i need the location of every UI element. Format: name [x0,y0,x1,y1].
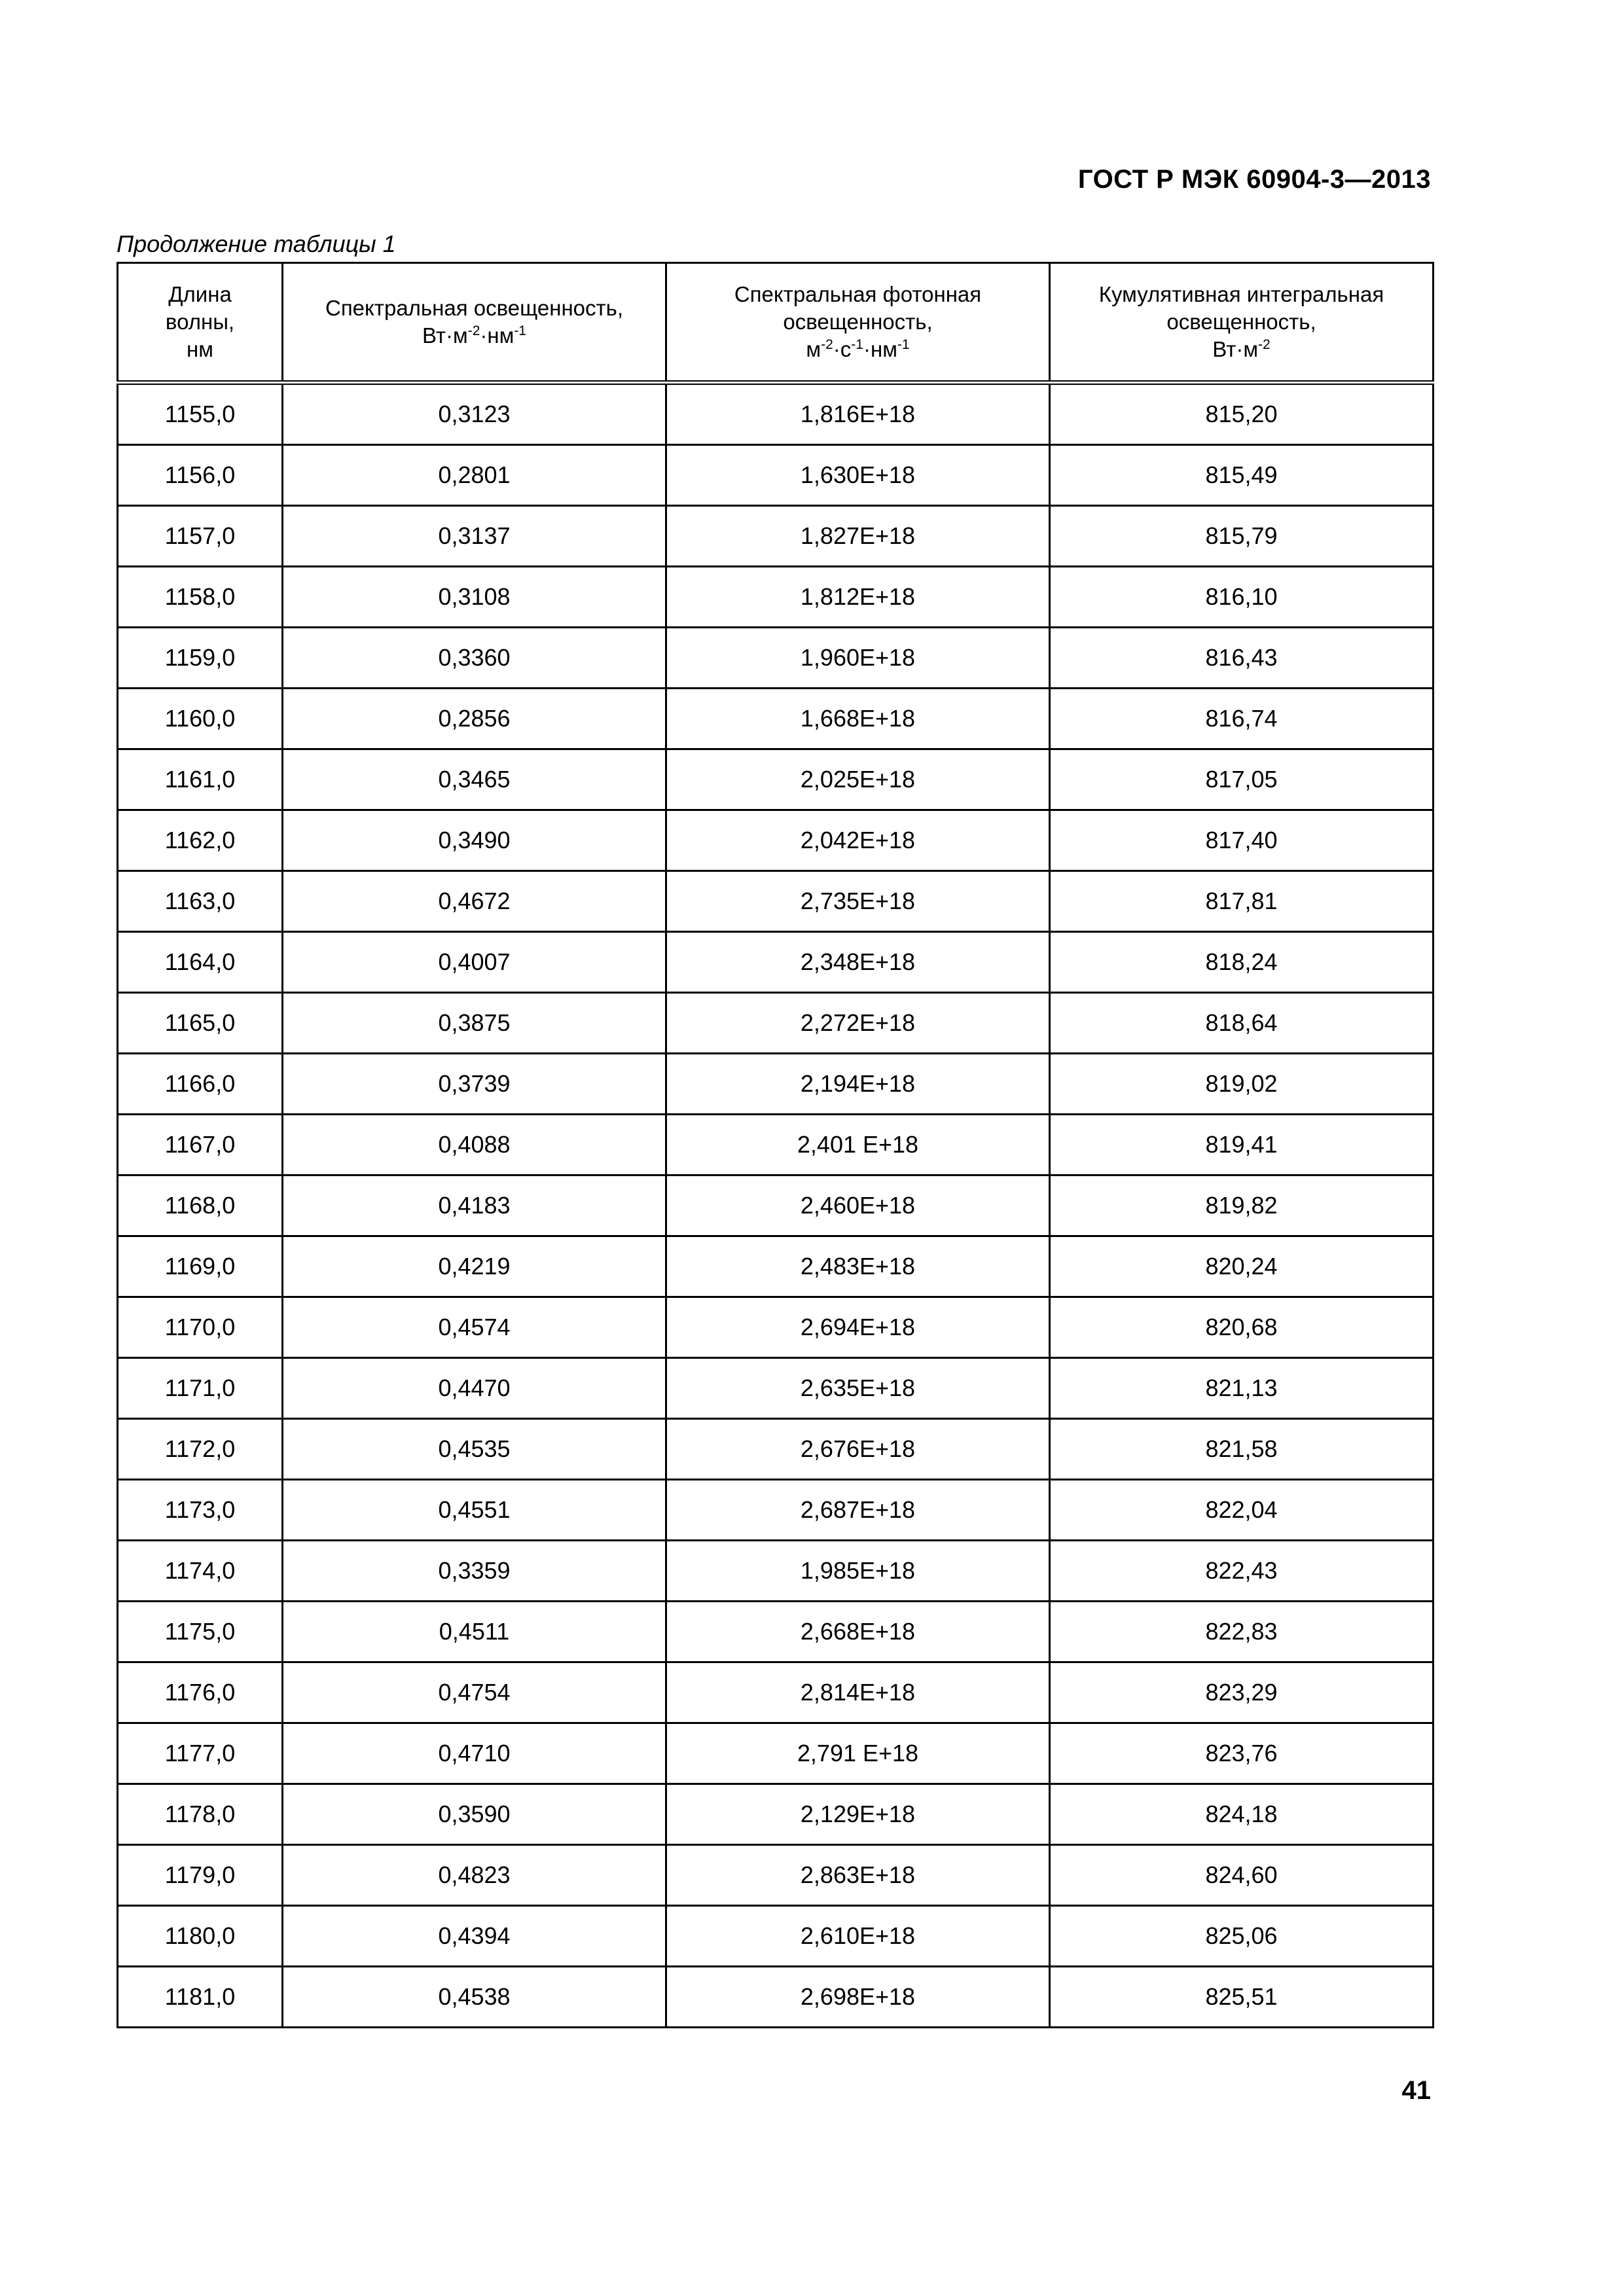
header-cumulative-irradiance-line-2: освещенность, [1166,309,1316,334]
cell-wavelength: 1170,0 [118,1297,283,1358]
cell-cumulative-irradiance: 821,13 [1050,1358,1434,1419]
table-row [118,1845,1434,1906]
cell-cumulative-irradiance: 820,68 [1050,1297,1434,1358]
cell-photon-irradiance: 2,694E+18 [666,1297,1050,1358]
table-row [118,1236,1434,1297]
cell-spectral-irradiance: 0,4754 [283,1662,666,1723]
cell-wavelength: 1157,0 [118,506,283,567]
cell-cumulative-irradiance: 818,24 [1050,932,1434,993]
cell-spectral-irradiance: 0,4551 [283,1480,666,1541]
cell-spectral-irradiance: 0,3359 [283,1541,666,1602]
cell-cumulative-irradiance: 815,79 [1050,506,1434,567]
cell-wavelength: 1174,0 [118,1541,283,1602]
cell-wavelength: 1158,0 [118,567,283,628]
table-continuation-label: Продолжение таблицы 1 [117,230,396,257]
table-row [118,1662,1434,1723]
cell-photon-irradiance: 2,483E+18 [666,1236,1050,1297]
cell-wavelength: 1180,0 [118,1906,283,1967]
header-spectral-irradiance-line-1: Спектральная освещенность, [325,295,624,320]
cell-wavelength: 1169,0 [118,1236,283,1297]
header-spectral-irradiance [283,263,666,383]
cell-cumulative-irradiance: 825,51 [1050,1967,1434,2028]
cell-cumulative-irradiance: 817,81 [1050,871,1434,932]
cell-cumulative-irradiance: 819,02 [1050,1054,1434,1115]
cell-wavelength: 1163,0 [118,871,283,932]
cell-photon-irradiance: 2,610E+18 [666,1906,1050,1967]
cell-wavelength: 1175,0 [118,1602,283,1662]
page-number: 41 [1401,2076,1431,2105]
cell-wavelength: 1176,0 [118,1662,283,1723]
cell-spectral-irradiance: 0,4511 [283,1602,666,1662]
cell-cumulative-irradiance: 819,82 [1050,1175,1434,1236]
cell-spectral-irradiance: 0,4394 [283,1906,666,1967]
table-row [118,445,1434,506]
cell-photon-irradiance: 1,985E+18 [666,1541,1050,1602]
header-wavelength-line-2: волны, [165,309,235,334]
cell-photon-irradiance: 1,668E+18 [666,689,1050,749]
cell-spectral-irradiance: 0,3123 [283,383,666,445]
cell-photon-irradiance: 2,272E+18 [666,993,1050,1054]
cell-spectral-irradiance: 0,4574 [283,1297,666,1358]
cell-cumulative-irradiance: 817,05 [1050,749,1434,810]
cell-photon-irradiance: 1,812E+18 [666,567,1050,628]
cell-cumulative-irradiance: 824,18 [1050,1784,1434,1845]
cell-cumulative-irradiance: 815,49 [1050,445,1434,506]
table-row [118,993,1434,1054]
cell-cumulative-irradiance: 818,64 [1050,993,1434,1054]
cell-spectral-irradiance: 0,4007 [283,932,666,993]
table-row [118,689,1434,749]
table-row [118,383,1434,445]
cell-spectral-irradiance: 0,4823 [283,1845,666,1906]
cell-wavelength: 1159,0 [118,628,283,689]
cell-cumulative-irradiance: 817,40 [1050,810,1434,871]
table-header-row [118,263,1434,383]
header-photon-irradiance-line-1: Спектральная фотонная [734,281,982,306]
cell-cumulative-irradiance: 816,74 [1050,689,1434,749]
table-row [118,1784,1434,1845]
cell-cumulative-irradiance: 821,58 [1050,1419,1434,1480]
cell-photon-irradiance: 2,635E+18 [666,1358,1050,1419]
cell-wavelength: 1177,0 [118,1723,283,1784]
table-row [118,1115,1434,1175]
cell-spectral-irradiance: 0,3590 [283,1784,666,1845]
cell-wavelength: 1166,0 [118,1054,283,1115]
header-cumulative-irradiance-unit: $Вт\cdot м^{-2}$ [1212,337,1271,362]
cell-spectral-irradiance: 0,2856 [283,689,666,749]
cell-photon-irradiance: 2,863E+18 [666,1845,1050,1906]
cell-cumulative-irradiance: 824,60 [1050,1845,1434,1906]
header-photon-irradiance [666,263,1050,383]
cell-spectral-irradiance: 0,3490 [283,810,666,871]
cell-photon-irradiance: 2,687E+18 [666,1480,1050,1541]
cell-spectral-irradiance: 0,4538 [283,1967,666,2028]
table-row [118,810,1434,871]
table-row [118,1419,1434,1480]
cell-photon-irradiance: 2,698E+18 [666,1967,1050,2028]
cell-photon-irradiance: 1,816E+18 [666,383,1050,445]
cell-wavelength: 1167,0 [118,1115,283,1175]
cell-photon-irradiance: 2,025E+18 [666,749,1050,810]
cell-wavelength: 1173,0 [118,1480,283,1541]
cell-wavelength: 1179,0 [118,1845,283,1906]
cell-cumulative-irradiance: 823,76 [1050,1723,1434,1784]
cell-cumulative-irradiance: 815,20 [1050,383,1434,445]
cell-wavelength: 1156,0 [118,445,283,506]
table-header [118,263,1434,383]
cell-photon-irradiance: 1,827E+18 [666,506,1050,567]
header-photon-irradiance-line-2: освещенность, [783,309,933,334]
cell-cumulative-irradiance: 825,06 [1050,1906,1434,1967]
cell-spectral-irradiance: 0,4183 [283,1175,666,1236]
table-row [118,749,1434,810]
cell-cumulative-irradiance: 823,29 [1050,1662,1434,1723]
cell-wavelength: 1164,0 [118,932,283,993]
cell-wavelength: 1168,0 [118,1175,283,1236]
cell-photon-irradiance: 2,042E+18 [666,810,1050,871]
cell-spectral-irradiance: 0,3137 [283,506,666,567]
cell-cumulative-irradiance: 822,43 [1050,1541,1434,1602]
cell-spectral-irradiance: 0,4219 [283,1236,666,1297]
cell-spectral-irradiance: 0,4672 [283,871,666,932]
table-row [118,871,1434,932]
cell-spectral-irradiance: 0,3875 [283,993,666,1054]
cell-wavelength: 1155,0 [118,383,283,445]
cell-cumulative-irradiance: 819,41 [1050,1115,1434,1175]
cell-spectral-irradiance: 0,4710 [283,1723,666,1784]
header-wavelength-line-3: нм [187,337,213,362]
cell-wavelength: 1160,0 [118,689,283,749]
cell-spectral-irradiance: 0,4535 [283,1419,666,1480]
table-row [118,1723,1434,1784]
table-row [118,1906,1434,1967]
document-code: ГОСТ Р МЭК 60904-3—2013 [1077,165,1431,194]
cell-photon-irradiance: 1,960E+18 [666,628,1050,689]
table-row [118,1054,1434,1115]
cell-photon-irradiance: 2,460E+18 [666,1175,1050,1236]
table-row [118,1175,1434,1236]
cell-photon-irradiance: 1,630E+18 [666,445,1050,506]
cell-wavelength: 1171,0 [118,1358,283,1419]
table-body [118,383,1434,2028]
cell-wavelength: 1181,0 [118,1967,283,2028]
table-row [118,506,1434,567]
cell-wavelength: 1172,0 [118,1419,283,1480]
cell-wavelength: 1162,0 [118,810,283,871]
cell-spectral-irradiance: 0,3739 [283,1054,666,1115]
cell-wavelength: 1161,0 [118,749,283,810]
table-row [118,1541,1434,1602]
cell-photon-irradiance: 2,814E+18 [666,1662,1050,1723]
table-row [118,1602,1434,1662]
cell-wavelength: 1165,0 [118,993,283,1054]
cell-photon-irradiance: 2,676E+18 [666,1419,1050,1480]
header-spectral-irradiance-unit: $Вт\cdot м^{-2}\cdot нм^{-1}$ [422,323,526,348]
table-row [118,932,1434,993]
header-wavelength [118,263,283,383]
cell-spectral-irradiance: 0,4088 [283,1115,666,1175]
cell-photon-irradiance: 2,401 E+18 [666,1115,1050,1175]
table-row [118,1967,1434,2028]
cell-photon-irradiance: 2,791 E+18 [666,1723,1050,1784]
cell-spectral-irradiance: 0,4470 [283,1358,666,1419]
cell-cumulative-irradiance: 822,83 [1050,1602,1434,1662]
header-photon-irradiance-unit: $м^{-2}\cdot с^{-1}\cdot нм^{-1}$ [806,337,910,362]
table-row [118,628,1434,689]
cell-spectral-irradiance: 0,2801 [283,445,666,506]
spectral-irradiance-table [117,262,1434,2028]
cell-spectral-irradiance: 0,3108 [283,567,666,628]
cell-photon-irradiance: 2,194E+18 [666,1054,1050,1115]
cell-photon-irradiance: 2,348E+18 [666,932,1050,993]
table-row [118,1358,1434,1419]
cell-photon-irradiance: 2,129E+18 [666,1784,1050,1845]
cell-cumulative-irradiance: 816,10 [1050,567,1434,628]
table-row [118,1297,1434,1358]
cell-spectral-irradiance: 0,3465 [283,749,666,810]
cell-spectral-irradiance: 0,3360 [283,628,666,689]
cell-photon-irradiance: 2,735E+18 [666,871,1050,932]
header-cumulative-irradiance [1050,263,1434,383]
header-wavelength-line-1: Длина [168,281,232,306]
cell-cumulative-irradiance: 816,43 [1050,628,1434,689]
cell-wavelength: 1178,0 [118,1784,283,1845]
cell-photon-irradiance: 2,668E+18 [666,1602,1050,1662]
table-row [118,567,1434,628]
table-row [118,1480,1434,1541]
header-cumulative-irradiance-line-1: Кумулятивная интегральная [1098,281,1384,306]
cell-cumulative-irradiance: 822,04 [1050,1480,1434,1541]
cell-cumulative-irradiance: 820,24 [1050,1236,1434,1297]
